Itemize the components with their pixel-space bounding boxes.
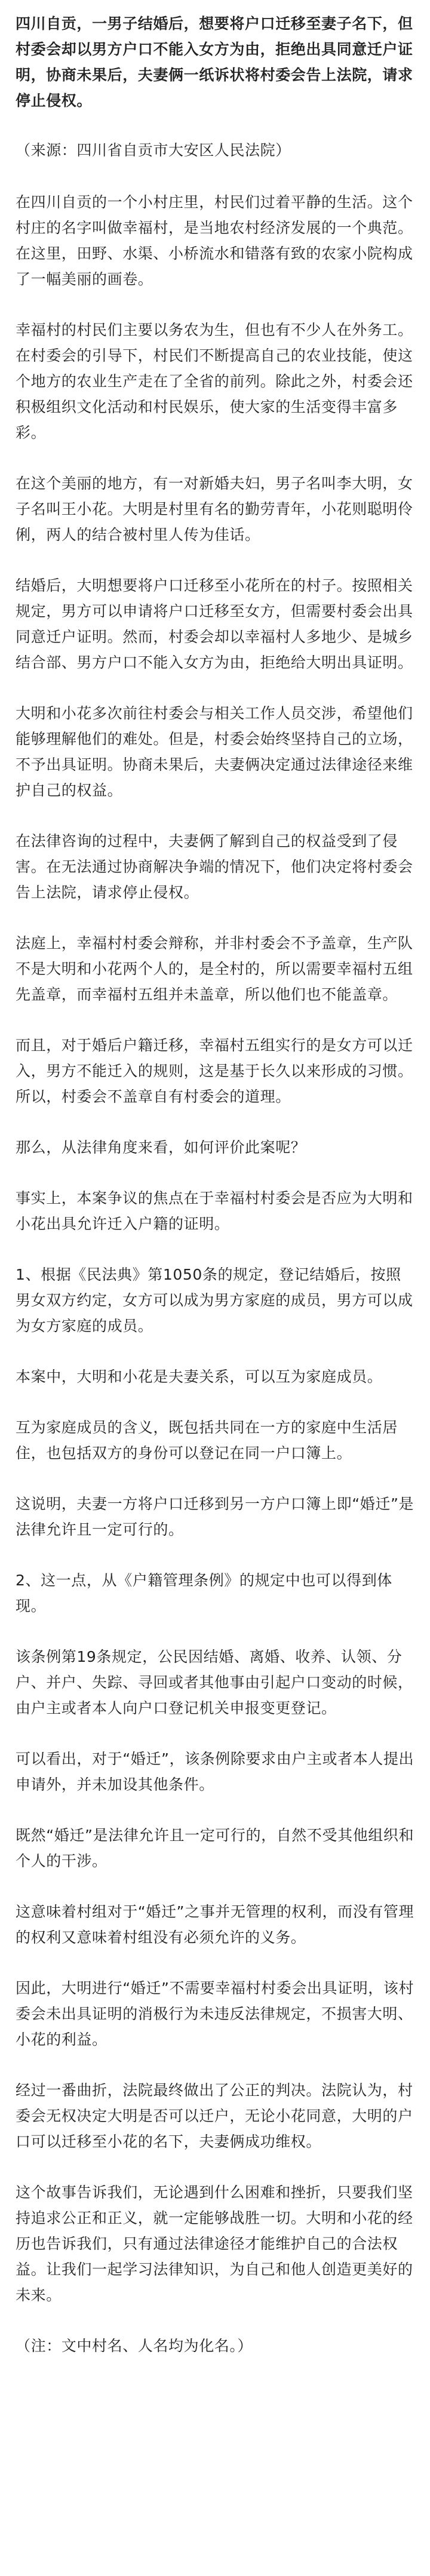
body-paragraph: 事实上，本案争议的焦点在于幸福村村委会是否应为大明和小花出具允许迁入户籍的证明。 xyxy=(16,1189,413,1232)
lead-paragraph: 四川自贡，一男子结婚后，想要将户口迁移至妻子名下，但村委会却以男方户口不能入女方为由，拒绝出具同意迁户证明，协商未果后，夫妻俩一纸诉状将村委会告上法院，请求停止侵权。 xyxy=(16,15,413,109)
body-paragraph: 大明和小花多次前往村委会与相关工作人员交涉，希望他们能够理解他们的难处。但是，村委会始终坚持自己的立场，不予出具证明。协商未果后，夫妻俩决定通过法律途径来维护自己的权益。 xyxy=(16,705,413,799)
body-paragraph: 法庭上，幸福村村委会辩称，并非村委会不予盖章，生产队不是大明和小花两个人的，是全村的，所以需要幸福村五组先盖章，而幸福村五组并未盖章，所以他们也不能盖章。 xyxy=(16,935,413,1003)
body-paragraph: 结婚后，大明想要将户口迁移至小花所在的村子。按照相关规定，男方可以申请将户口迁移至女方，但需要村委会出具同意迁户证明。然而，村委会却以幸福村人多地少、是城乡结合部、男方户口不能入女方为由，拒绝给大明出具证明。 xyxy=(16,577,413,671)
body-paragraph: 本案中，大明和小花是夫妻关系，可以互为家庭成员。 xyxy=(16,1368,383,1385)
body-paragraph: 这说明，夫妻一方将户口迁移到另一方户口簿上即“婚迁”是法律允许且一定可行的。 xyxy=(16,1495,414,1538)
body-paragraph: 互为家庭成员的含义，既包括共同在一方的家庭中生活居住，也包括双方的身份可以登记在同一户口簿上。 xyxy=(16,1419,398,1462)
footnote: （注：文中村名、人名均为化名。） xyxy=(16,2337,253,2354)
body-paragraph: 这个故事告诉我们，无论遇到什么困难和挫折，只要我们坚持追求公正和正义，就一定能够战胜一切。大明和小花的经历也告诉我们，只有通过法律途径才能维护自己的合法权益。让我们一起学习法律知识，为自己和他人创造更美好的未来。 xyxy=(16,2184,413,2304)
body-paragraph: 在法律咨询的过程中，夫妻俩了解到自己的权益受到了侵害。在无法通过协商解决争端的情况下，他们决定将村委会告上法院，请求停止侵权。 xyxy=(16,832,413,901)
body-paragraph: 该条例第19条规定，公民因结婚、离婚、收养、认领、分户、并户、失踪、寻回或者其他事由引起户口变动的时候，由户主或者本人向户口登记机关申报变更登记。 xyxy=(16,1648,413,1717)
source-line: （来源：四川省自贡市大安区人民法院） xyxy=(16,142,291,159)
body-paragraph: 这意味着村组对于“婚迁”之事并无管理的权利，而没有管理的权利又意味着村组没有必须允许的义务。 xyxy=(16,1903,414,1946)
body-paragraph: 而且，对于婚后户籍迁移，幸福村五组实行的是女方可以迁入，男方不能迁入的规则，这是基于长久以来形成的习惯。所以，村委会不盖章自有村委会的道理。 xyxy=(16,1037,413,1105)
body-paragraph: 在四川自贡的一个小村庄里，村民们过着平静的生活。这个村庄的名字叫做幸福村，是当地农村经济发展的一个典范。在这里，田野、水渠、小桥流水和错落有致的农家小院构成了一幅美丽的画卷。 xyxy=(16,193,413,288)
body-paragraph: 既然“婚迁”是法律允许且一定可行的，自然不受其他组织和个人的干涉。 xyxy=(16,1827,414,1870)
body-paragraph: 2、这一点，从《户籍管理条例》的规定中也可以得到体现。 xyxy=(16,1572,392,1615)
body-paragraph: 经过一番曲折，法院最终做出了公正的判决。法院认为，村委会无权决定大明是否可以迁户，无论小花同意，大明的户口可以迁移至小花的名下，夫妻俩成功维权。 xyxy=(16,2082,413,2150)
body-paragraph: 可以看出，对于“婚迁”，该条例除要求由户主或者本人提出申请外，并未加设其他条件。 xyxy=(16,1750,414,1793)
body-paragraph: 幸福村的村民们主要以务农为生，但也有不少人在外务工。在村委会的引导下，村民们不断提高自己的农业技能，使这个地方的农业生产走在了全省的前列。除此之外，村委会还积极组织文化活动和村民娱乐，使大家的生活变得丰富多彩。 xyxy=(16,321,413,441)
body-paragraph: 在这个美丽的地方，有一对新婚夫妇，男子名叫李大明，女子名叫王小花。大明是村里有名的勤劳青年，小花则聪明伶俐，两人的结合被村里人传为佳话。 xyxy=(16,475,413,543)
body-paragraph: 因此，大明进行“婚迁”不需要幸福村村委会出具证明，该村委会未出具证明的消极行为未违反法律规定，不损害大明、小花的利益。 xyxy=(16,1979,414,2048)
body-paragraph: 那么，从法律角度来看，如何评价此案呢？ xyxy=(16,1139,306,1156)
body-paragraph: 1、根据《民法典》第1050条的规定，登记结婚后，按照男女双方约定，女方可以成为男方家庭的成员，男方可以成为女方家庭的成员。 xyxy=(16,1266,413,1335)
